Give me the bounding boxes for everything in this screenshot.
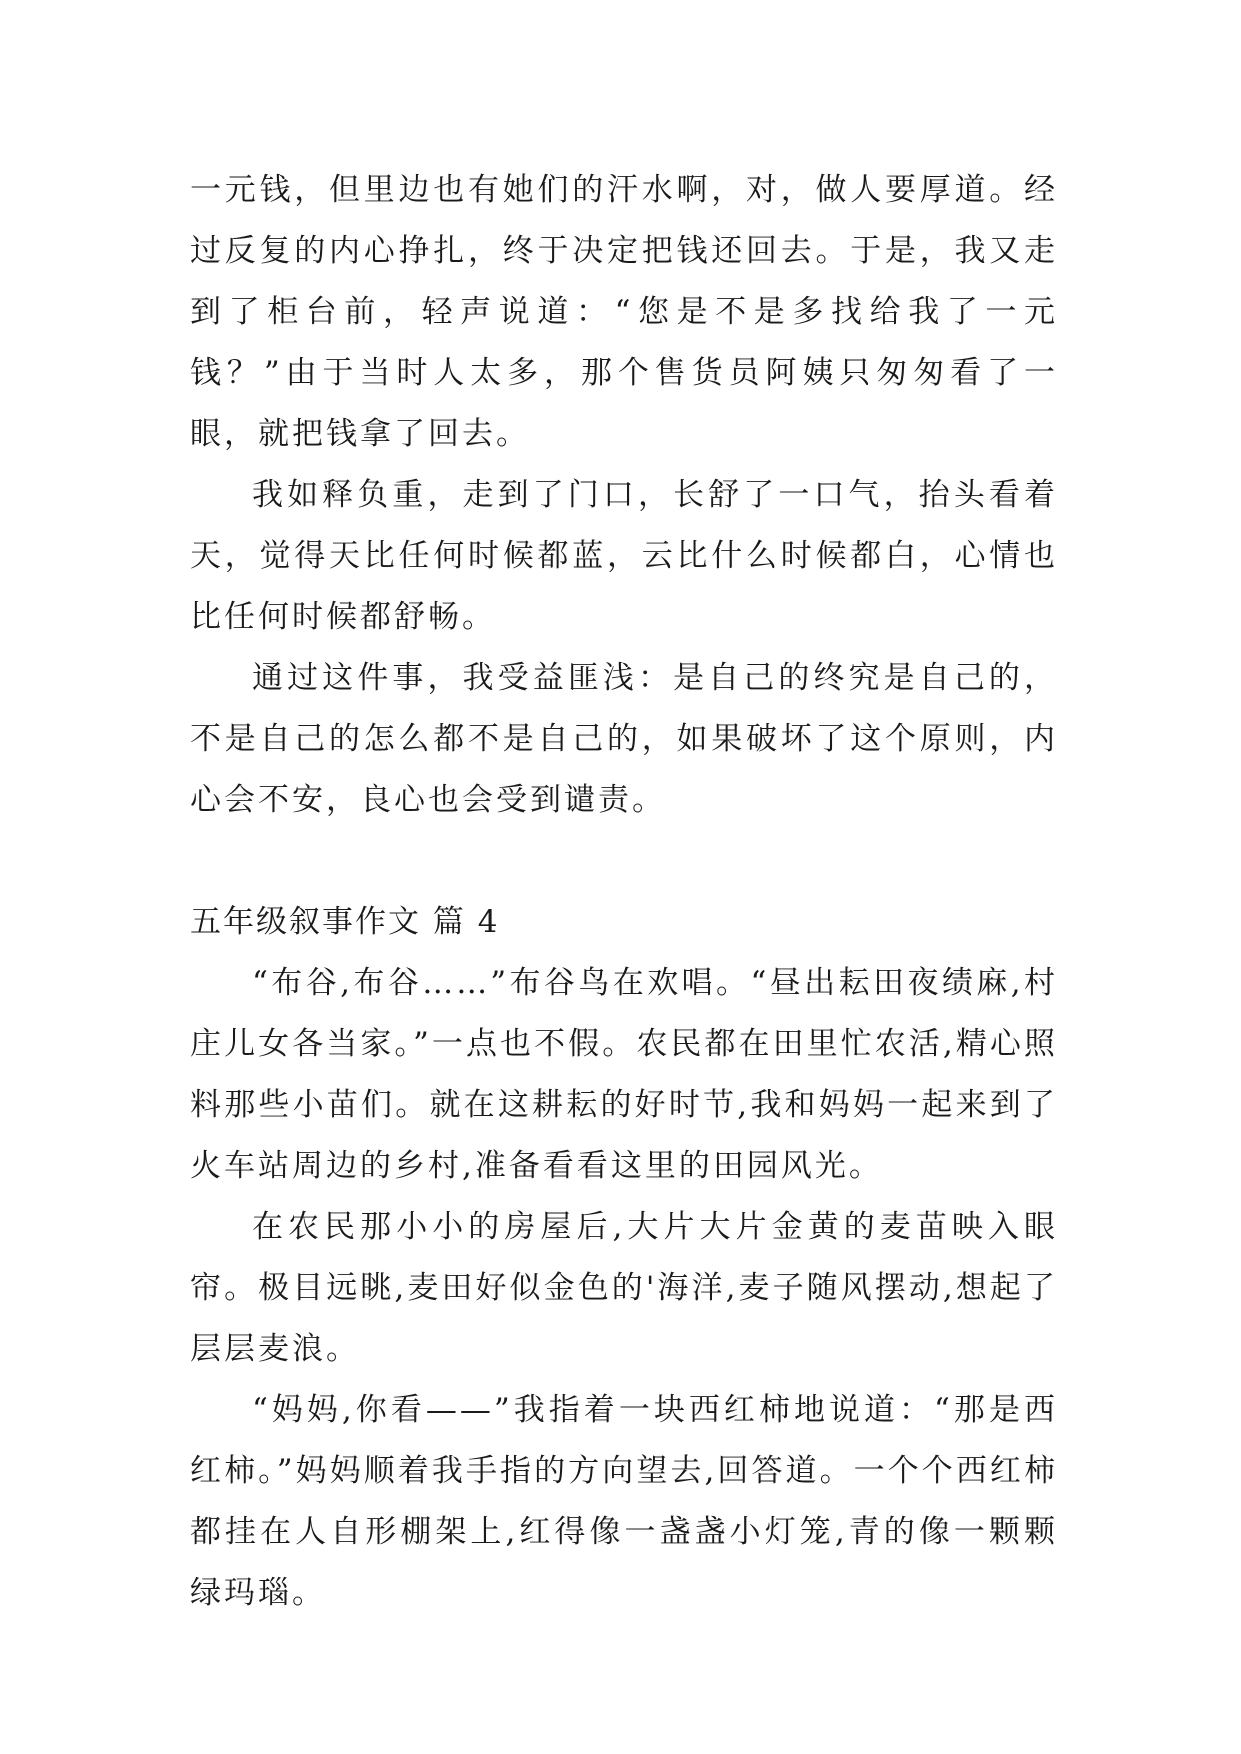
paragraph: “妈妈,你看——”我指着一块西红柿地说道：“那是西红柿。”妈妈顺着我手指的方向望去,回答道。一个个西红柿都挂在人自形棚架上,红得像一盏盏小灯笼,青的像一颗颗绿玛瑙。 — [190, 1392, 1058, 1611]
section-title: 五年级叙事作文 篇 4 — [190, 904, 500, 940]
article-section-4 — [190, 892, 1058, 1624]
paragraph: 我如释负重，走到了门口，长舒了一口气，抬头看着天，觉得天比任何时候都蓝，云比什么时候都白，心情也比任何时候都舒畅。 — [190, 477, 1058, 635]
previous-article-continuation — [190, 160, 1058, 831]
paragraph: 通过这件事，我受益匪浅：是自己的终究是自己的，不是自己的怎么都不是自己的，如果破坏了这个原则，内心会不安，良心也会受到谴责。 — [190, 660, 1058, 818]
document-body — [190, 160, 1058, 1624]
paragraph: 一元钱，但里边也有她们的汗水啊，对，做人要厚道。经过反复的内心挣扎，终于决定把钱还回去。于是，我又走到了柜台前，轻声说道：“您是不是多找给我了一元钱？”由于当时人太多，那个售货员阿姨只匆匆看了一眼，就把钱拿了回去。 — [190, 172, 1058, 452]
paragraph: “布谷,布谷……”布谷鸟在欢唱。“昼出耘田夜绩麻,村庄儿女各当家。”一点也不假。农民都在田里忙农活,精心照料那些小苗们。就在这耕耘的好时节,我和妈妈一起来到了火车站周边的乡村,准备看看这里的田园风光。 — [190, 965, 1058, 1184]
paragraph: 在农民那小小的房屋后,大片大片金黄的麦苗映入眼帘。极目远眺,麦田好似金色的'海洋,麦子随风摆动,想起了层层麦浪。 — [190, 1209, 1058, 1367]
